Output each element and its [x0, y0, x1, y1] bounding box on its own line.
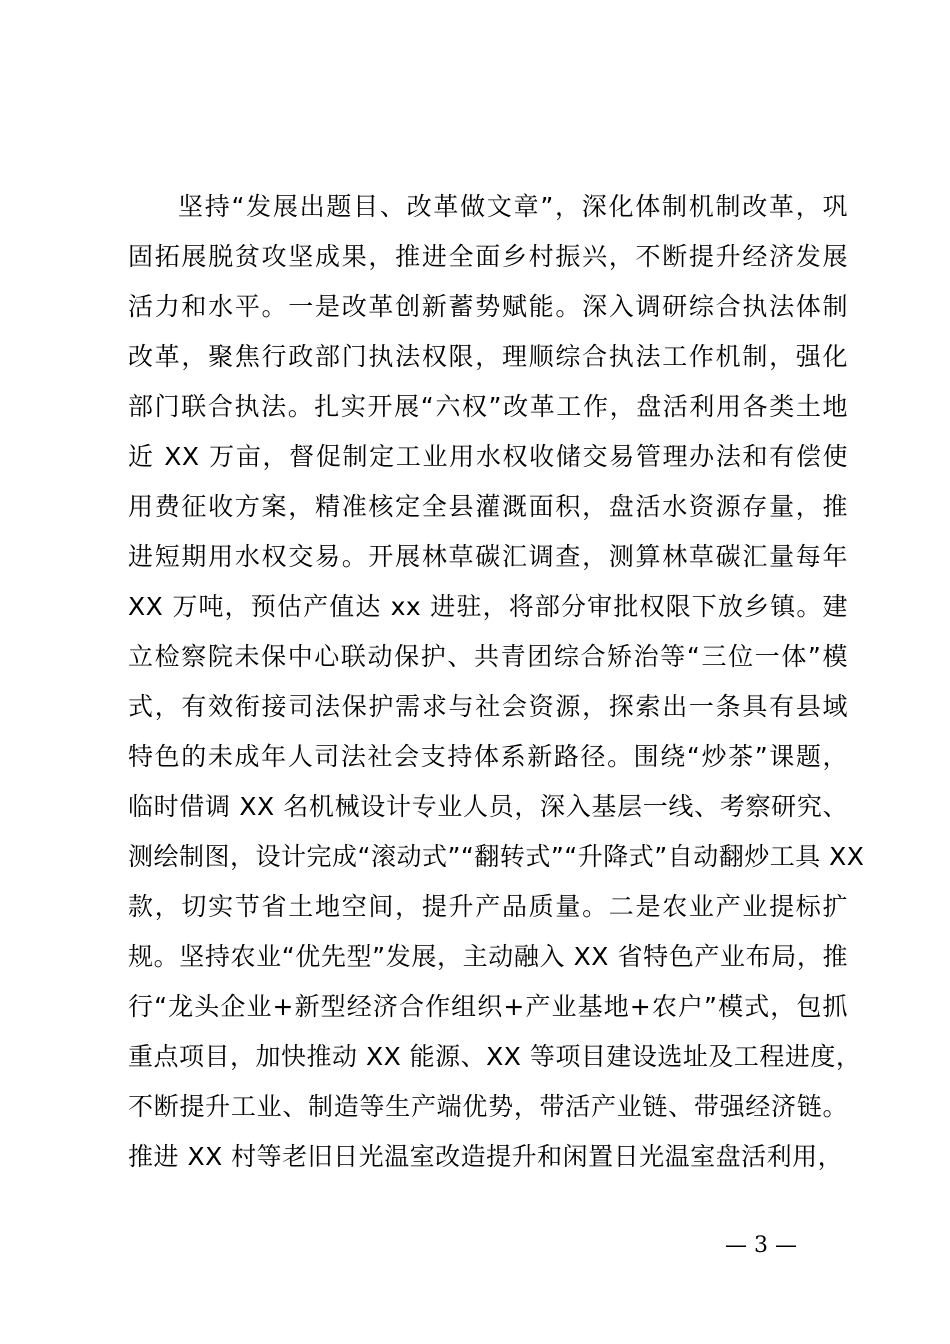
text-line: 款，切实节省土地空间，提升产品质量。二是农业产业提标扩: [128, 892, 848, 921]
text-line: 改革，聚焦行政部门执法权限，理顺综合执法工作机制，强化: [128, 342, 848, 371]
text-line: 不断提升工业、制造等生产端优势，带活产业链、带强经济链。: [128, 1092, 848, 1121]
text-line: 活力和水平。一是改革创新蓄势赋能。深入调研综合执法体制: [128, 292, 848, 321]
text-line: 测绘制图，设计完成“滚动式”“翻转式”“升降式”自动翻炒工具 XX: [128, 842, 865, 871]
text-line: 推进 XX 村等老旧日光温室改造提升和闲置日光温室盘活利用，: [128, 1142, 844, 1171]
text-line: 进短期用水权交易。开展林草碳汇调查，测算林草碳汇量每年: [128, 542, 848, 571]
text-line: 立检察院未保中心联动保护、共青团综合矫治等“三位一体”模: [128, 642, 848, 671]
text-line: 临时借调 XX 名机械设计专业人员，深入基层一线、考察研究、: [128, 792, 848, 821]
text-line: 坚持“发展出题目、改革做文章”，深化体制机制改革，巩: [178, 192, 848, 221]
text-line: 近 XX 万亩，督促制定工业用水权收储交易管理办法和有偿使: [128, 442, 848, 471]
text-line: XX 万吨，预估产值达 xx 进驻，将部分审批权限下放乡镇。建: [128, 592, 848, 621]
text-line: 固拓展脱贫攻坚成果，推进全面乡村振兴，不断提升经济发展: [128, 242, 848, 271]
page-number: — 3 —: [725, 1233, 797, 1258]
text-line: 行“龙头企业+新型经济合作组织+产业基地+农户”模式，包抓: [128, 992, 848, 1021]
text-line: 规。坚持农业“优先型”发展，主动融入 XX 省特色产业布局，推: [128, 942, 848, 971]
text-line: 用费征收方案，精准核定全县灌溉面积，盘活水资源存量，推: [128, 492, 848, 521]
text-line: 部门联合执法。扎实开展“六权”改革工作，盘活利用各类土地: [128, 392, 848, 421]
text-line: 式，有效衔接司法保护需求与社会资源，探索出一条具有县域: [128, 692, 848, 721]
body-paragraph: [128, 182, 865, 1182]
text-line: 特色的未成年人司法社会支持体系新路径。围绕“炒茶”课题，: [128, 742, 848, 771]
text-line: 重点项目，加快推动 XX 能源、XX 等项目建设选址及工程进度，: [128, 1042, 862, 1071]
